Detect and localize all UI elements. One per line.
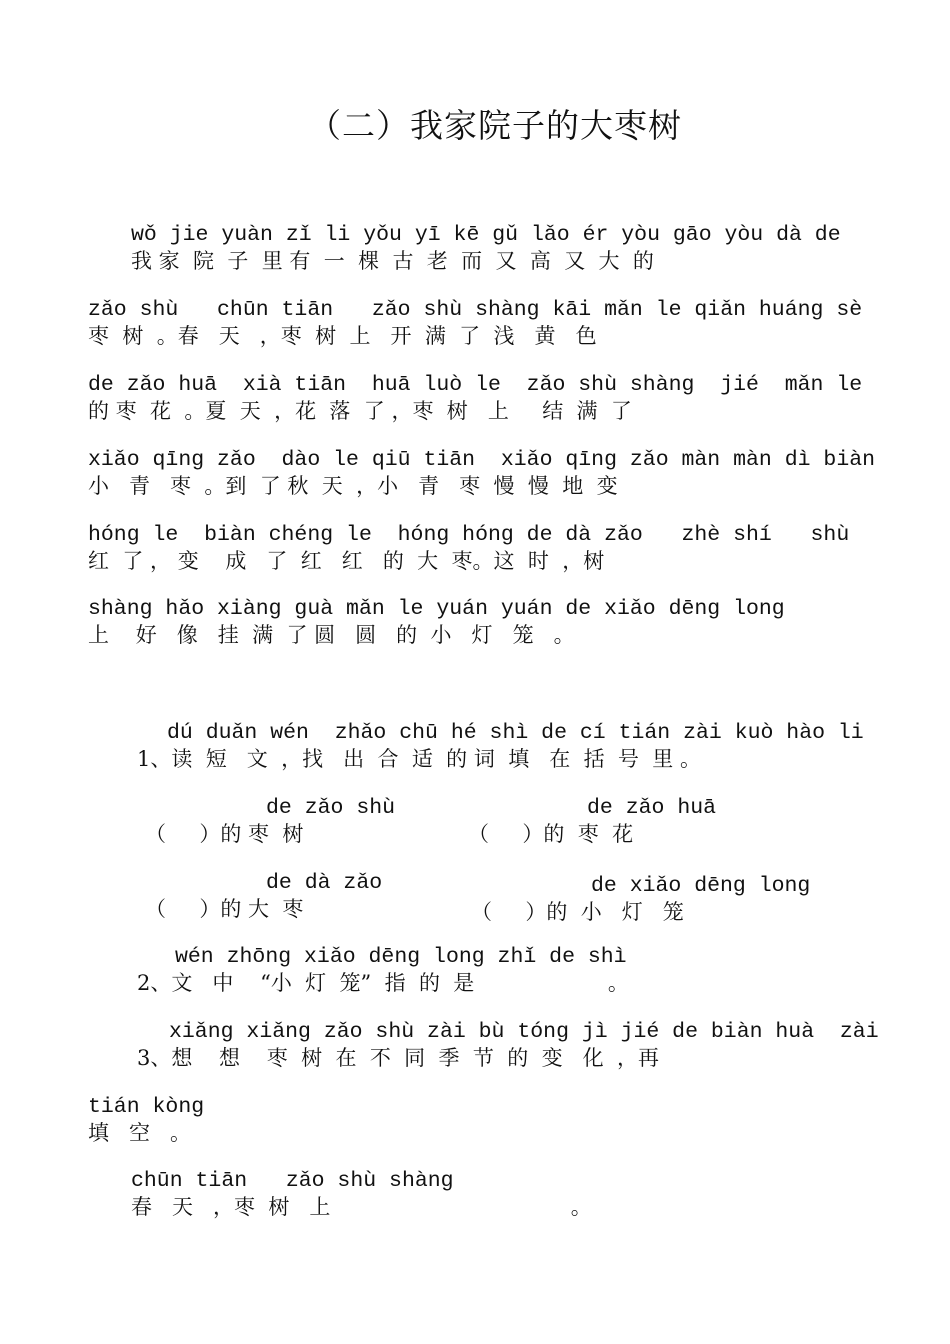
pinyin-line: de zǎo shù <box>266 796 396 820</box>
pinyin-line: wén zhōng xiǎo dēng long zhǐ de shì <box>175 945 627 969</box>
fill-blank: （ ）的 大 枣 <box>145 897 304 921</box>
pinyin-line: zǎo shù chūn tiān zǎo shù shàng kāi mǎn le qiǎn huáng sè <box>88 298 863 322</box>
pinyin-line: wǒ jie yuàn zǐ li yǒu yī kē gǔ lǎo ér yòu gāo yòu dà de <box>131 223 841 247</box>
pinyin-line: xiǎng xiǎng zǎo shù zài bù tóng jì jié de biàn huà zài <box>169 1020 879 1044</box>
hanzi-line: 我 家 院 子 里 有 一 棵 古 老 而 又 高 又 大 的 <box>131 249 654 273</box>
hanzi-line: 2、文 中 “小 灯 笼” 指 的 是 。 <box>137 971 629 995</box>
hanzi-line: 春 天 ，枣 树 上 。 <box>131 1195 592 1219</box>
pinyin-line: de dà zǎo <box>266 871 383 895</box>
fill-blank: （ ）的 枣 树 <box>145 822 304 846</box>
pinyin-line: de zǎo huā <box>587 796 717 820</box>
pinyin-line: de zǎo huā xià tiān huā luò le zǎo shù shàng jié mǎn le <box>88 373 863 397</box>
hanzi-line: 上 好 像 挂 满 了 圆 圆 的 小 灯 笼 。 <box>88 623 575 647</box>
pinyin-line: hóng le biàn chéng le hóng hóng de dà zǎo zhè shí shù <box>88 523 850 547</box>
page-title: （二）我家院子的大枣树 <box>308 106 682 145</box>
hanzi-line: 小 青 枣 。到 了 秋 天 ，小 青 枣 慢 慢 地 变 <box>88 474 618 498</box>
hanzi-line: 填 空 。 <box>88 1121 192 1145</box>
hanzi-line: 1、读 短 文 ，找 出 合 适 的 词 填 在 括 号 里 。 <box>137 747 701 771</box>
pinyin-line: tián kòng <box>88 1095 205 1119</box>
pinyin-line: shàng hǎo xiàng guà mǎn le yuán yuán de xiǎo dēng long <box>88 597 785 621</box>
hanzi-line: 的 枣 花 。夏 天 ，花 落 了 ，枣 树 上 结 满 了 <box>88 399 632 423</box>
pinyin-line: chūn tiān zǎo shù shàng <box>131 1169 454 1193</box>
fill-blank: （ ）的 小 灯 笼 <box>471 900 684 924</box>
pinyin-line: xiǎo qīng zǎo dào le qiū tiān xiǎo qīng zǎo màn màn dì biàn <box>88 448 876 472</box>
hanzi-line: 红 了 ， 变 成 了 红 红 的 大 枣。这 时 ，树 <box>88 549 605 573</box>
pinyin-line: dú duǎn wén zhǎo chū hé shì de cí tián zài kuò hào li <box>167 721 864 745</box>
hanzi-line: 3、想 想 枣 树 在 不 同 季 节 的 变 化 ，再 <box>137 1046 659 1070</box>
fill-blank: （ ）的 枣 花 <box>468 822 634 846</box>
pinyin-line: de xiǎo dēng long <box>591 874 811 898</box>
hanzi-line: 枣 树 。春 天 ，枣 树 上 开 满 了 浅 黄 色 <box>88 324 597 348</box>
